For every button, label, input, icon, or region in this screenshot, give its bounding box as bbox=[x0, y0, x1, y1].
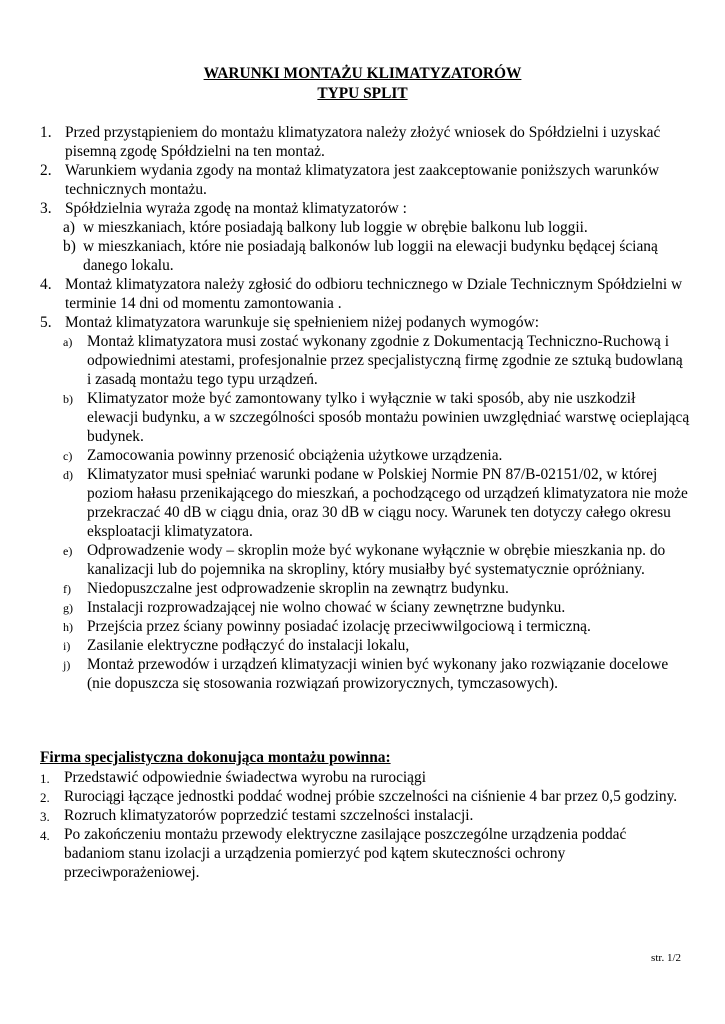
sub-item-letter: f) bbox=[63, 582, 71, 596]
item-number: 2. bbox=[40, 790, 50, 805]
page-number: str. 1/2 bbox=[651, 952, 681, 964]
sub-item-text: Montaż klimatyzatora musi zostać wykonany zgodnie z Dokumentacją Techniczno-Ruchową i odpowiednimi atestami, profesjonalnie przez specjalistyczną firmę zgodnie ze sztuką budowlaną i zasadą montażu tego typu urządzeń. bbox=[87, 333, 683, 388]
sub-item-text: Niedopuszczalne jest odprowadzenie skroplin na zewnątrz budynku. bbox=[87, 580, 509, 597]
item-number: 5. bbox=[40, 314, 52, 331]
item-number: 1. bbox=[40, 771, 50, 786]
sub-item-letter: b) bbox=[63, 392, 73, 406]
sub-item bbox=[63, 579, 690, 598]
item-text: Po zakończeniu montażu przewody elektryczne zasilające poszczególne urządzenia poddać badaniom stanu izolacji a urządzenia pomierzyć pod kątem skuteczności ochrony przeciwporażeniowej. bbox=[64, 826, 627, 881]
sub-item-text: Klimatyzator musi spełniać warunki podane w Polskiej Normie PN 87/B-02151/02, w której poziom hałasu przenikającego do mieszkań, a pochodzącego od urządzeń klimatyzatora nie może przekraczać 40 dB w ciągu dnia, oraz 30 dB w ciągu nocy. Warunek ten dotyczy całego okresu eksploatacji klimatyzatora. bbox=[87, 466, 688, 540]
sub-item-letter: a) bbox=[63, 219, 75, 236]
sub-item bbox=[63, 636, 690, 655]
document-subtitle: TYPU SPLIT bbox=[317, 85, 408, 102]
item-text: Rozruch klimatyzatorów poprzedzić testami szczelności instalacji. bbox=[64, 807, 474, 824]
sub-item bbox=[63, 617, 690, 636]
sub-item bbox=[63, 598, 690, 617]
sub-item-text: w mieszkaniach, które posiadają balkony lub loggie w obrębie balkonu lub loggii. bbox=[83, 219, 588, 236]
sub-item-letter: c) bbox=[63, 449, 73, 463]
item-number: 1. bbox=[40, 124, 52, 141]
sub-item-text: Odprowadzenie wody – skroplin może być wykonane wyłącznie w obrębie mieszkania np. do kanalizacji lub do pojemnika na skropliny, który musiałby być systematycznie opróżniany. bbox=[87, 542, 666, 578]
list-item bbox=[40, 768, 680, 787]
list-item bbox=[40, 825, 680, 882]
item-text: Przedstawić odpowiednie świadectwa wyrobu na rurociągi bbox=[64, 769, 426, 786]
item-number: 4. bbox=[40, 276, 52, 293]
sub-item-letter: e) bbox=[63, 544, 73, 558]
sub-item bbox=[63, 655, 690, 693]
list-item bbox=[40, 313, 690, 332]
sub-item bbox=[63, 218, 690, 237]
sub-item bbox=[63, 541, 690, 579]
list-item bbox=[40, 123, 690, 161]
document-title: WARUNKI MONTAŻU KLIMATYZATORÓW bbox=[203, 65, 522, 82]
item-text: Spółdzielnia wyraża zgodę na montaż klimatyzatorów : bbox=[65, 200, 407, 217]
item-number: 3. bbox=[40, 200, 52, 217]
item-text: Rurociągi łączące jednostki poddać wodnej próbie szczelności na ciśnienie 4 bar przez 0,5 godziny. bbox=[64, 788, 678, 805]
firm-requirements-list bbox=[40, 768, 680, 882]
item-text: Warunkiem wydania zgody na montaż klimatyzatora jest zaakceptowanie poniższych warunków technicznych montażu. bbox=[65, 162, 660, 198]
sub-item-letter: i) bbox=[63, 639, 71, 653]
list-item bbox=[40, 275, 690, 313]
item-text: Montaż klimatyzatora warunkuje się spełnieniem niżej podanych wymogów: bbox=[65, 314, 539, 331]
sub-item-text: Zasilanie elektryczne podłączyć do instalacji lokalu, bbox=[87, 637, 410, 654]
sub-item bbox=[63, 389, 690, 446]
item-text: Przed przystąpieniem do montażu klimatyzatora należy złożyć wniosek do Spółdzielni i uzyskać pisemną zgodę Spółdzielni na ten montaż. bbox=[65, 124, 661, 160]
sub-item-letter: d) bbox=[63, 468, 73, 482]
sub-item-text: w mieszkaniach, które nie posiadają balkonów lub loggii na elewacji budynku będącej ścianą danego lokalu. bbox=[83, 238, 658, 274]
list-item bbox=[40, 199, 690, 218]
sub-item-letter: j) bbox=[63, 658, 71, 672]
sub-item bbox=[63, 465, 690, 541]
list-item bbox=[40, 806, 680, 825]
conditions-list bbox=[40, 123, 690, 693]
sub-item-text: Przejścia przez ściany powinny posiadać izolację przeciwwilgociową i termiczną. bbox=[87, 618, 591, 635]
sub-item-text: Zamocowania powinny przenosić obciążenia użytkowe urządzenia. bbox=[87, 447, 503, 464]
sub-item-text: Montaż przewodów i urządzeń klimatyzacji winien być wykonany jako rozwiązanie docelowe (nie dopuszcza się stosowania rozwiązań prowizorycznych, tymczasowych). bbox=[87, 656, 669, 692]
sub-item bbox=[63, 332, 690, 389]
sub-item-letter: g) bbox=[63, 601, 73, 615]
item-number: 4. bbox=[40, 828, 50, 843]
list-item bbox=[40, 161, 690, 199]
sub-item bbox=[63, 237, 690, 275]
item-text: Montaż klimatyzatora należy zgłosić do odbioru technicznego w Dziale Technicznym Spółdzielni w terminie 14 dni od momentu zamontowania . bbox=[65, 276, 683, 312]
sub-item bbox=[63, 446, 690, 465]
item-number: 2. bbox=[40, 162, 52, 179]
section-heading: Firma specjalistyczna dokonująca montażu powinna: bbox=[40, 749, 391, 766]
sub-item-letter: h) bbox=[63, 620, 73, 634]
sub-item-text: Klimatyzator może być zamontowany tylko i wyłącznie w taki sposób, aby nie uszkodził elewacji budynku, a w szczególności sposób montażu powinien uwzględniać warstwę ocieplającą budynek. bbox=[87, 390, 690, 445]
list-item bbox=[40, 787, 680, 806]
sub-item-letter: a) bbox=[63, 335, 73, 349]
sub-item-text: Instalacji rozprowadzającej nie wolno chować w ściany zewnętrzne budynku. bbox=[87, 599, 566, 616]
sub-item-letter: b) bbox=[63, 238, 76, 255]
item-number: 3. bbox=[40, 809, 50, 824]
